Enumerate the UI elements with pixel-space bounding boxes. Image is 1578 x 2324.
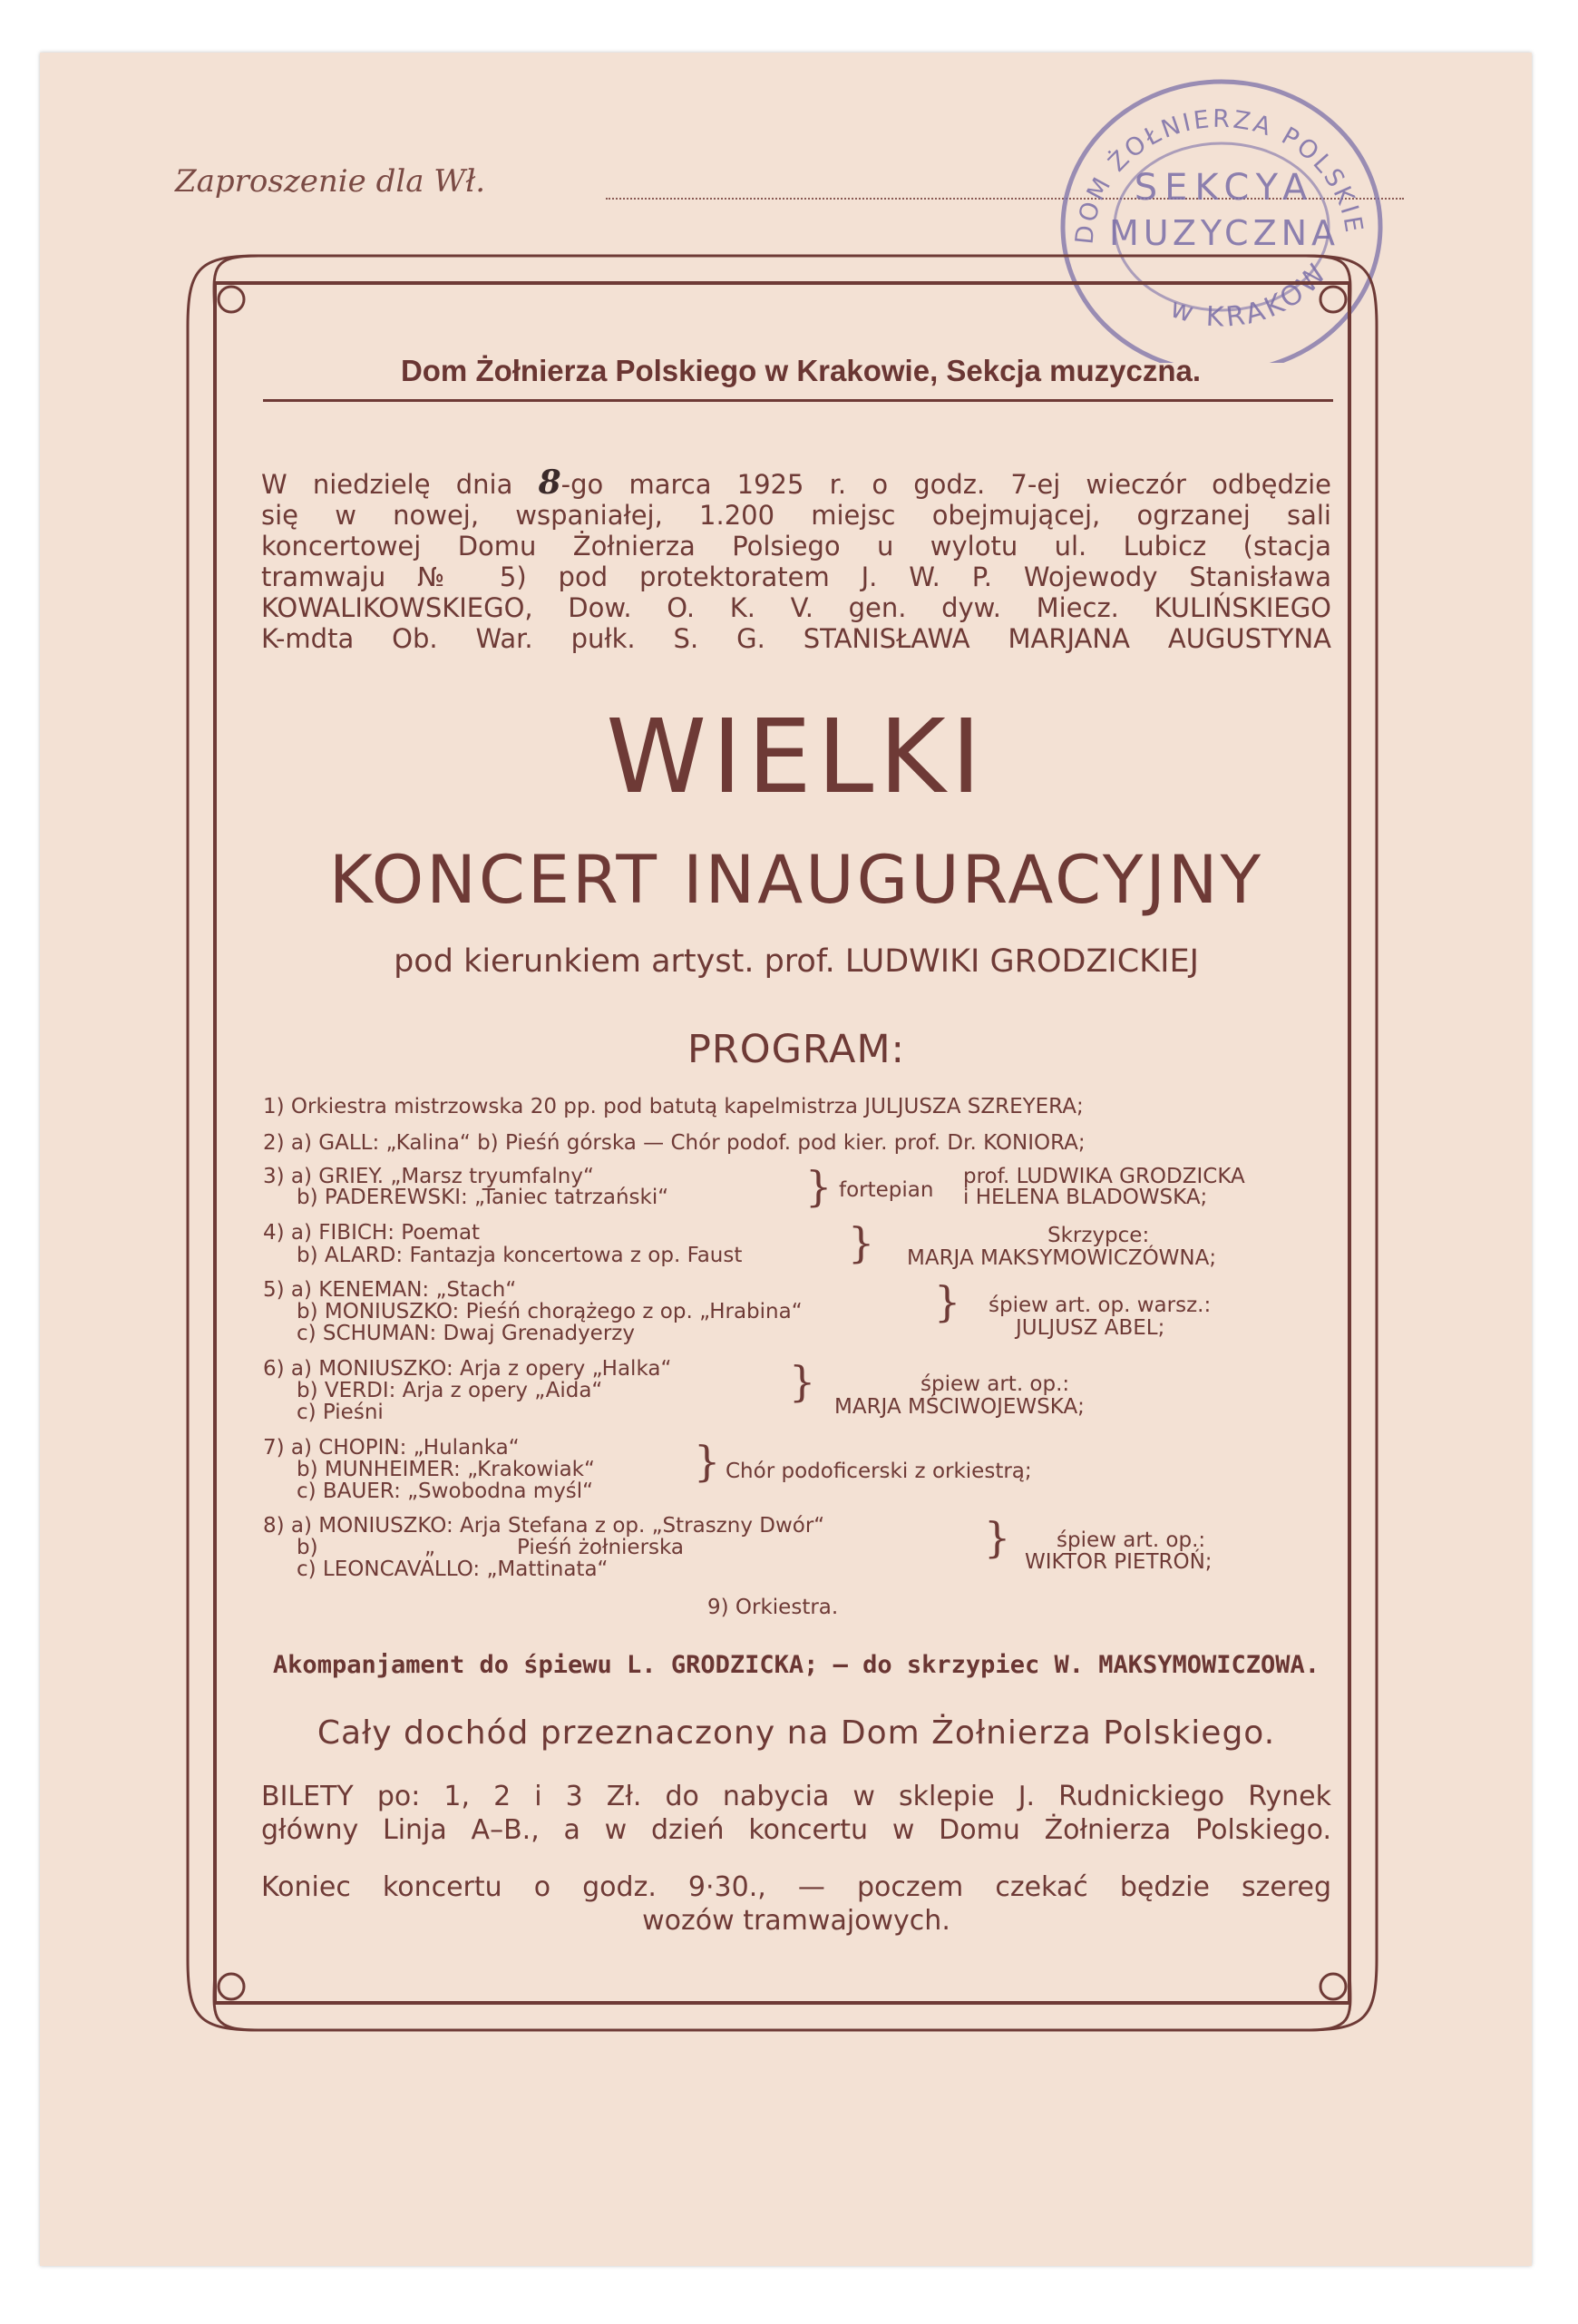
program-item-1: 1) Orkiestra mistrzowska 20 pp. pod batutą kapelmistrza JULJUSZA SZREYERA;	[263, 1095, 1084, 1118]
program-item-5a: 5) a) KENEMAN: „Stach“	[263, 1278, 517, 1302]
program-item-6a: 6) a) MONIUSZKO: Arja z opery „Halka“	[263, 1357, 672, 1381]
program-item-4-performer: MARJA MAKSYMOWICZÓWNA;	[907, 1246, 1217, 1270]
ending-line-2: wozów tramwajowych.	[642, 1905, 950, 1937]
header-divider	[263, 399, 1333, 402]
brace-8: }	[984, 1513, 1011, 1562]
program-item-3a: 3) a) GRIEY. „Marsz tryumfalny“	[263, 1165, 594, 1188]
program-item-5-performer: JULJUSZ ABEL;	[1016, 1316, 1165, 1340]
intro-line-1-post: -go marca 1925 r. o godz. 7-ej wieczór odbędzie	[560, 469, 1332, 500]
program-item-9: 9) Orkiestra.	[707, 1596, 839, 1619]
program-item-8c: c) LEONCAVALLO: „Mattinata“	[297, 1557, 609, 1581]
ending-paragraph	[261, 1870, 1331, 1938]
brace-3: }	[805, 1162, 833, 1211]
invitation-name: Wł.	[433, 163, 486, 200]
program-item-7a: 7) a) CHOPIN: „Hulanka“	[263, 1436, 520, 1460]
stamp-line1: SEKCYA	[1134, 167, 1315, 209]
intro-line-4: tramwaju № 5) pod protektoratem J. W. P. Wojewody Stanisława	[261, 561, 1331, 592]
accompaniment-line: Akompanjament do śpiewu L. GRODZICKA; — do skrzypiec W. MAKSYMOWICZOWA.	[272, 1651, 1320, 1679]
program-title: PROGRAM:	[687, 1027, 906, 1072]
program-item-2: 2) a) GALL: „Kalina“ b) Pieśń górska — Chór podof. pod kier. prof. Dr. KONIORA;	[263, 1131, 1086, 1155]
program-item-5c: c) SCHUMAN: Dwaj Grenadyerzy	[297, 1322, 635, 1345]
invitation-line	[175, 163, 719, 200]
income-line: Cały dochód przeznaczony na Dom Żołnierza Polskiego.	[317, 1714, 1276, 1752]
ending-line-1: Koniec koncertu o godz. 9·30., — poczem czekać będzie szereg	[261, 1871, 1331, 1903]
program-item-8-instrument: śpiew art. op.:	[1057, 1528, 1206, 1552]
intro-paragraph	[261, 464, 1332, 654]
program-item-3-instrument: fortepian	[839, 1178, 934, 1202]
program-item-5b: b) MONIUSZKO: Pieśń chorążego z op. „Hrabina“	[297, 1300, 803, 1323]
intro-line-2: się w nowej, wspaniałej, 1.200 miejsc obejmującej, ogrzanej sali	[261, 500, 1331, 531]
organization-header: Dom Żołnierza Polskiego w Krakowie, Sekcja muzyczna.	[400, 354, 1202, 387]
program-item-7b: b) MUNHEIMER: „Krakowiak“	[297, 1458, 595, 1481]
program-item-8b-label: b)	[297, 1536, 318, 1559]
title-main: WIELKI	[606, 698, 987, 816]
brace-7: }	[694, 1437, 721, 1486]
invitation-label: Zaproszenie dla	[175, 163, 424, 200]
program-item-8-performer: WIKTOR PIETROŃ;	[1025, 1550, 1213, 1574]
program-item-5-instrument: śpiew art. op. warsz.:	[989, 1294, 1212, 1317]
direction-line: pod kierunkiem artyst. prof. LUDWIKI GRODZICKIEJ	[394, 943, 1199, 980]
program-item-4a: 4) a) FIBICH: Poemat	[263, 1221, 481, 1245]
intro-line-3: koncertowej Domu Żołnierza Polsiego u wylotu ul. Lubicz (stacja	[261, 531, 1331, 561]
intro-line-6: K-mdta Ob. War. pułk. S. G. STANISŁAWA MARJANA AUGUSTYNA	[261, 623, 1331, 654]
brace-6: }	[789, 1357, 816, 1406]
tickets-line-1: BILETY po: 1, 2 i 3 Zł. do nabycia w sklepie J. Rudnickiego Rynek	[261, 1781, 1331, 1812]
brace-4: }	[848, 1218, 875, 1267]
program-item-4-instrument: Skrzypce:	[1047, 1224, 1150, 1247]
program-item-7-performer: Chór podoficerski z orkiestrą;	[726, 1460, 1032, 1483]
program-item-4b: b) ALARD: Fantazja koncertowa z op. Faust	[297, 1244, 743, 1267]
program-item-7c: c) BAUER: „Swobodna myśl“	[297, 1479, 594, 1503]
stamp-top-text: DOM ŻOŁNIERZA POLSKIE	[1070, 104, 1369, 246]
program-item-6-instrument: śpiew art. op.:	[920, 1372, 1070, 1396]
program-item-8b-title: Pieśń żołnierska	[517, 1536, 685, 1559]
stamp-line2: MUZYCZNA	[1108, 213, 1340, 253]
brace-5: }	[934, 1277, 961, 1326]
program-item-6b: b) VERDI: Arja z opery „Aida“	[297, 1379, 603, 1402]
program-item-3-performer-2: i HELENA BLADOWSKA;	[963, 1186, 1208, 1209]
intro-line-5: KOWALIKOWSKIEGO, Dow. O. K. V. gen. dyw. Miecz. KULIŃSKIEGO	[261, 592, 1331, 623]
tickets-paragraph	[261, 1780, 1331, 1847]
intro-line-1-pre: W niedzielę dnia	[261, 469, 513, 500]
program-item-8b-ditto: „	[424, 1536, 435, 1559]
tickets-line-2: główny Linja A–B., a w dzień koncertu w Domu Żołnierza Polskiego.	[261, 1814, 1331, 1846]
title-sub: KONCERT INAUGURACYJNY	[328, 842, 1264, 919]
program-item-3b: b) PADEREWSKI: „Taniec tatrzański“	[297, 1186, 669, 1209]
program-item-8a: 8) a) MONIUSZKO: Arja Stefana z op. „Straszny Dwór“	[263, 1514, 825, 1538]
program-item-3-performer-1: prof. LUDWIKA GRODZICKA	[963, 1165, 1245, 1188]
program-item-6c: c) Pieśni	[297, 1401, 384, 1424]
stamp-bottom-text: w KRAKOW	[1166, 256, 1336, 334]
handwritten-day: 8	[538, 464, 561, 502]
program-item-6-performer: MARJA MŚCIWOJEWSKA;	[834, 1395, 1085, 1419]
